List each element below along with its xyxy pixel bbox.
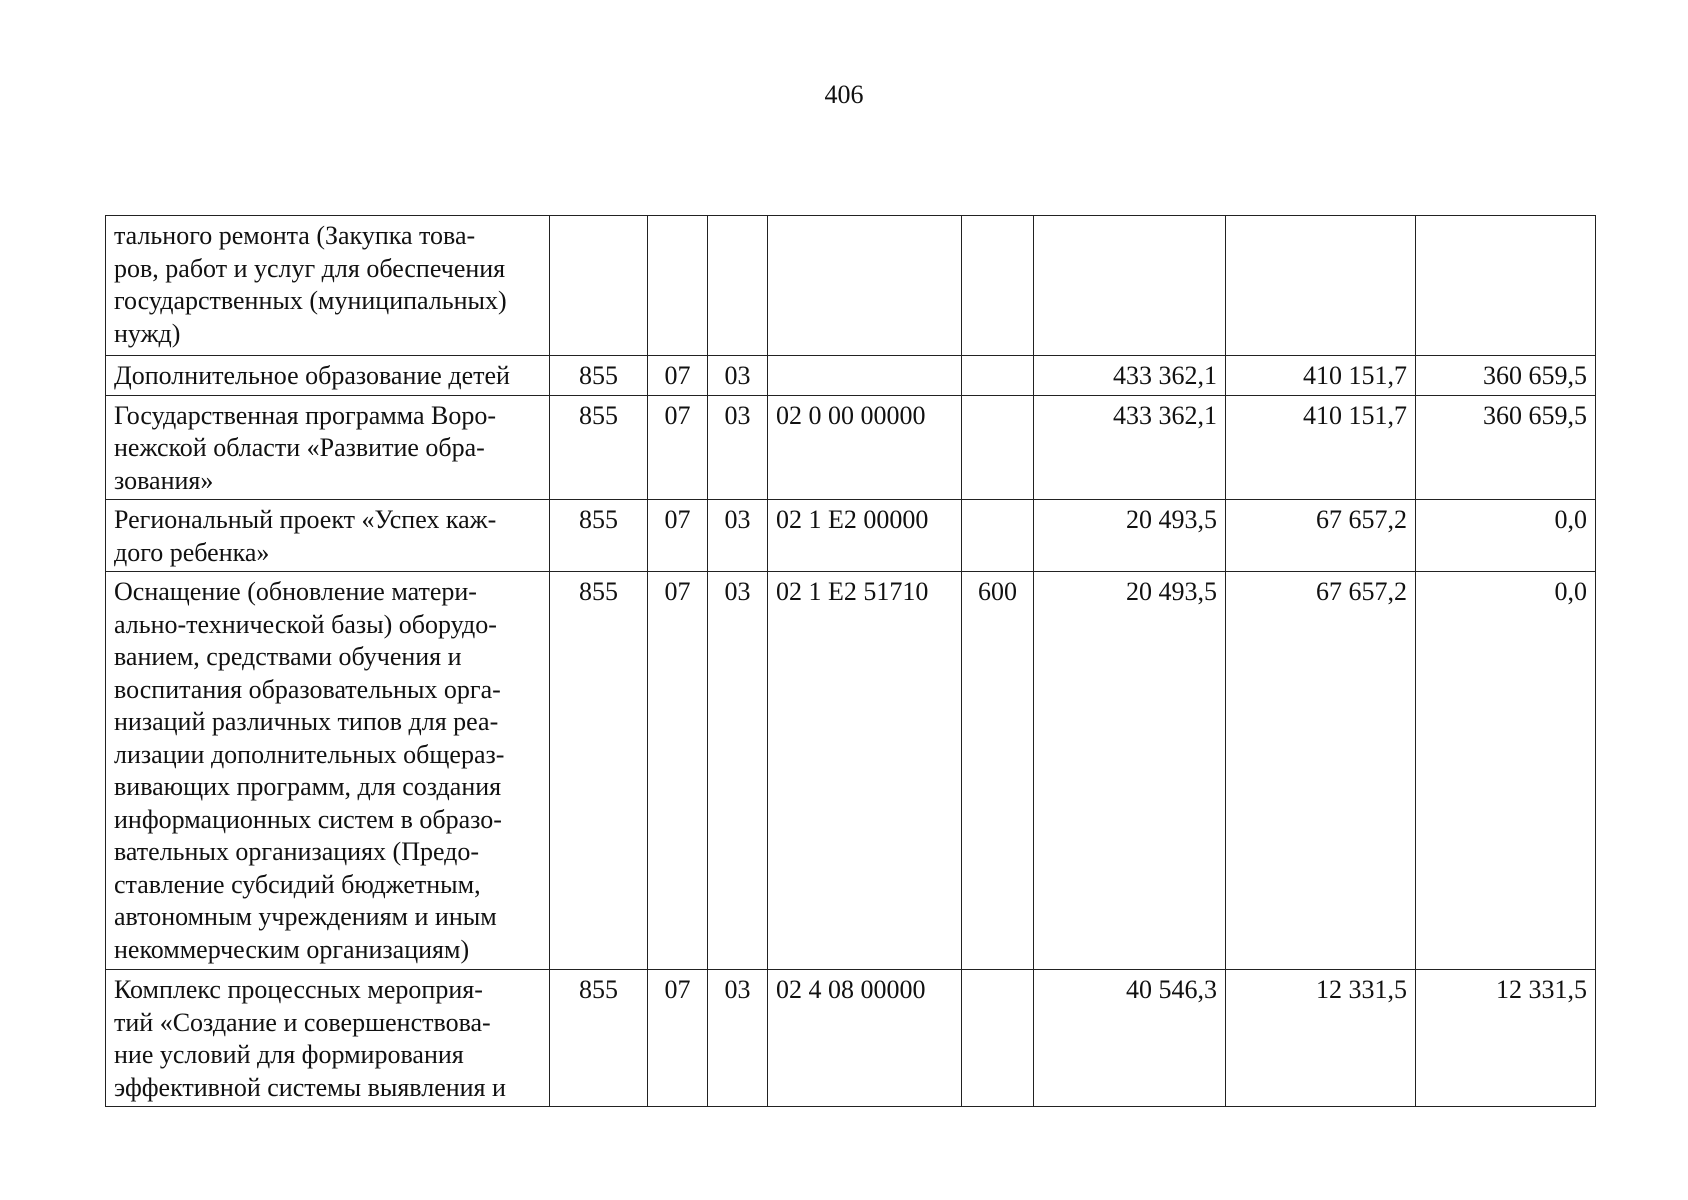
section-code-cell <box>648 216 708 356</box>
target-article-cell: 02 0 00 00000 <box>768 395 962 500</box>
expense-kind-cell <box>962 356 1034 396</box>
name-line: ально-технической базы) оборудо- <box>114 609 497 639</box>
table-body <box>106 216 1596 1107</box>
amount-year2-cell: 67 657,2 <box>1226 500 1416 572</box>
subsection-code-cell: 03 <box>708 500 768 572</box>
expense-kind-cell <box>962 500 1034 572</box>
amount-year1-cell: 20 493,5 <box>1034 572 1226 970</box>
section-code-cell: 07 <box>648 395 708 500</box>
subsection-code-cell: 03 <box>708 395 768 500</box>
section-code-cell: 07 <box>648 356 708 396</box>
name-line: нужд) <box>114 318 181 348</box>
name-line: автономным учреждениям и иным <box>114 902 497 931</box>
subsection-code-cell: 03 <box>708 970 768 1107</box>
table-row <box>106 572 1596 970</box>
name-line: вивающих программ, для создания <box>114 772 502 801</box>
row-name-cell <box>106 395 550 500</box>
name-line: тального ремонта (Закупка това- <box>114 221 476 250</box>
name-line: Оснащение (обновление матери- <box>114 577 477 606</box>
amount-year3-cell: 0,0 <box>1416 500 1596 572</box>
name-line: зования» <box>114 465 214 495</box>
amount-year3-cell <box>1416 216 1596 356</box>
target-article-cell: 02 1 E2 00000 <box>768 500 962 572</box>
amount-year3-cell: 0,0 <box>1416 572 1596 970</box>
subsection-code-cell: 03 <box>708 572 768 970</box>
name-line: вательных организациях (Предо- <box>114 837 480 866</box>
section-code-cell: 07 <box>648 500 708 572</box>
name-line: низаций различных типов для реа- <box>114 707 499 736</box>
name-line: информационных систем в образо- <box>114 804 502 834</box>
amount-year1-cell: 433 362,1 <box>1034 356 1226 396</box>
ministry-code-cell: 855 <box>550 572 648 970</box>
name-line: некоммерческим организациям) <box>114 934 470 964</box>
amount-year1-cell <box>1034 216 1226 356</box>
row-name-cell <box>106 356 550 396</box>
subsection-code-cell <box>708 216 768 356</box>
subsection-code-cell: 03 <box>708 356 768 396</box>
amount-year2-cell <box>1226 216 1416 356</box>
name-line: ров, работ и услуг для обеспечения <box>114 253 506 283</box>
amount-year2-cell: 410 151,7 <box>1226 356 1416 396</box>
budget-table <box>105 215 1596 1107</box>
amount-year1-cell: 20 493,5 <box>1034 500 1226 572</box>
name-line: ставление субсидий бюджетным, <box>114 869 481 899</box>
amount-year2-cell: 410 151,7 <box>1226 395 1416 500</box>
name-line: Дополнительное образование детей <box>114 361 510 390</box>
amount-year3-cell: 360 659,5 <box>1416 395 1596 500</box>
name-line: нежской области «Развитие обра- <box>114 433 485 462</box>
ministry-code-cell: 855 <box>550 395 648 500</box>
name-line: Региональный проект «Успех каж- <box>114 505 497 534</box>
expense-kind-cell: 600 <box>962 572 1034 970</box>
target-article-cell: 02 4 08 00000 <box>768 970 962 1107</box>
row-name-cell <box>106 500 550 572</box>
section-code-cell: 07 <box>648 572 708 970</box>
ministry-code-cell: 855 <box>550 500 648 572</box>
table-row <box>106 970 1596 1107</box>
table-row <box>106 500 1596 572</box>
target-article-cell: 02 1 E2 51710 <box>768 572 962 970</box>
name-line: эффективной системы выявления и <box>114 1072 506 1102</box>
amount-year3-cell: 360 659,5 <box>1416 356 1596 396</box>
name-line: ние условий для формирования <box>114 1040 464 1069</box>
amount-year2-cell: 12 331,5 <box>1226 970 1416 1107</box>
name-line: воспитания образовательных орга- <box>114 674 501 704</box>
table-row <box>106 395 1596 500</box>
amount-year3-cell: 12 331,5 <box>1416 970 1596 1107</box>
row-name-cell <box>106 216 550 356</box>
ministry-code-cell: 855 <box>550 970 648 1107</box>
ministry-code-cell: 855 <box>550 356 648 396</box>
section-code-cell: 07 <box>648 970 708 1107</box>
amount-year1-cell: 40 546,3 <box>1034 970 1226 1107</box>
expense-kind-cell <box>962 216 1034 356</box>
amount-year1-cell: 433 362,1 <box>1034 395 1226 500</box>
expense-kind-cell <box>962 395 1034 500</box>
name-line: Государственная программа Воро- <box>114 400 497 430</box>
table-row <box>106 356 1596 396</box>
amount-year2-cell: 67 657,2 <box>1226 572 1416 970</box>
name-line: лизации дополнительных общераз- <box>114 739 505 769</box>
name-line: государственных (муниципальных) <box>114 286 507 315</box>
ministry-code-cell <box>550 216 648 356</box>
name-line: Комплекс процессных мероприя- <box>114 975 483 1004</box>
target-article-cell <box>768 216 962 356</box>
name-line: ванием, средствами обучения и <box>114 642 462 671</box>
row-name-cell <box>106 970 550 1107</box>
row-name-cell <box>106 572 550 970</box>
page-number: 406 <box>824 80 864 109</box>
name-line: дого ребенка» <box>114 537 270 567</box>
name-line: тий «Создание и совершенствова- <box>114 1007 491 1037</box>
target-article-cell <box>768 356 962 396</box>
expense-kind-cell <box>962 970 1034 1107</box>
table-row <box>106 216 1596 356</box>
